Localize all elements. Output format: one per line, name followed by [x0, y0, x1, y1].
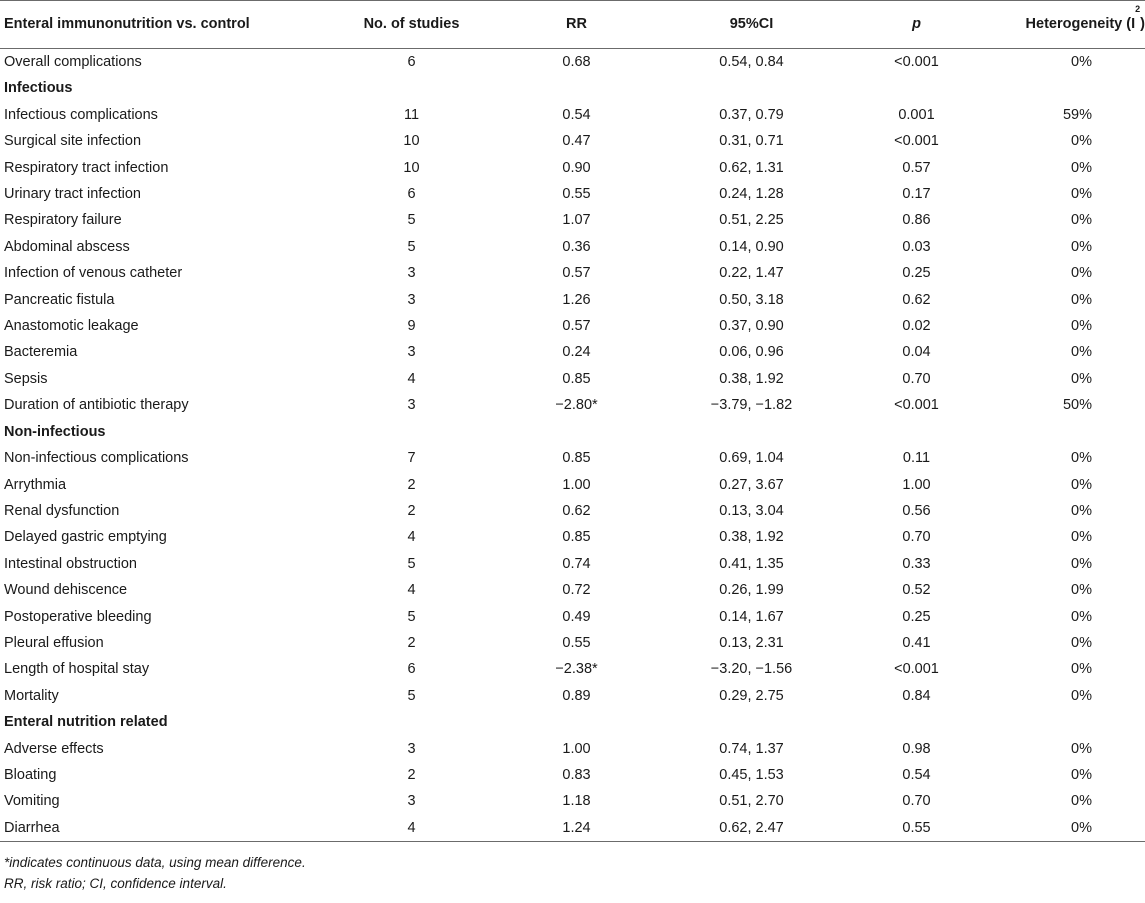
row-label: Anastomotic leakage — [4, 318, 139, 335]
cell-p: 0.98 — [902, 740, 931, 757]
cell-p: 0.55 — [839, 815, 994, 842]
section-label: Enteral nutrition related — [4, 714, 168, 731]
cell-num-studies: 4 — [407, 370, 416, 387]
cell-heterogeneity: 0% — [1071, 133, 1092, 150]
cell-rr: 0.89 — [562, 687, 591, 704]
section-row — [0, 709, 1145, 735]
cell-ci: 0.38, 1.92 — [719, 370, 784, 387]
row-label: Arrythmia — [4, 476, 67, 493]
row-label: Length of hospital stay — [4, 661, 150, 678]
cell-p: 0.03 — [902, 238, 931, 255]
cell-heterogeneity: 0% — [1071, 265, 1092, 282]
cell-p: <0.001 — [894, 133, 939, 150]
cell-rr: 1.26 — [562, 291, 591, 308]
cell-heterogeneity: 0% — [1071, 159, 1092, 176]
cell-p: 0.25 — [902, 608, 931, 625]
cell-rr: 1.24 — [489, 815, 664, 842]
cell-heterogeneity: 0% — [1071, 450, 1092, 467]
cell-heterogeneity: 0% — [1071, 212, 1092, 229]
section-row — [0, 419, 1145, 445]
cell-ci: 0.22, 1.47 — [719, 265, 784, 282]
cell-num-studies: 4 — [334, 815, 489, 842]
cell-rr: 0.62 — [562, 502, 591, 519]
cell-rr: −2.80* — [555, 397, 598, 414]
header-heterogeneity-sup: 2 — [1135, 4, 1141, 14]
table-row — [0, 128, 1145, 154]
row-label: Duration of antibiotic therapy — [4, 397, 189, 414]
cell-p: 1.00 — [902, 476, 931, 493]
cell-ci: 0.74, 1.37 — [719, 740, 784, 757]
cell-ci: 0.13, 2.31 — [719, 634, 784, 651]
table-row — [0, 366, 1145, 392]
row-label: Infectious complications — [4, 106, 158, 123]
cell-ci: 0.41, 1.35 — [719, 555, 784, 572]
cell-rr: 1.07 — [562, 212, 591, 229]
cell-rr: 0.85 — [562, 529, 591, 546]
table-row — [0, 788, 1145, 814]
section-row — [0, 75, 1145, 101]
cell-p: 0.62 — [902, 291, 931, 308]
cell-num-studies: 6 — [407, 186, 416, 203]
cell-rr: −2.38* — [555, 661, 598, 678]
table-row — [0, 392, 1145, 418]
row-label: Respiratory failure — [4, 212, 122, 229]
cell-num-studies: 3 — [407, 793, 416, 810]
cell-heterogeneity: 0% — [1071, 661, 1092, 678]
table-row — [0, 551, 1145, 577]
cell-ci: 0.37, 0.79 — [719, 106, 784, 123]
cell-heterogeneity: 0% — [1071, 582, 1092, 599]
header-comparison: Enteral immunonutrition vs. control — [0, 1, 334, 49]
cell-ci: 0.37, 0.90 — [719, 318, 784, 335]
row-label: Intestinal obstruction — [4, 555, 137, 572]
row-label: Delayed gastric emptying — [4, 529, 167, 546]
table-row — [0, 736, 1145, 762]
table-footnotes — [0, 852, 1145, 894]
table-row — [0, 498, 1145, 524]
cell-num-studies: 5 — [407, 687, 416, 704]
cell-ci: 0.24, 1.28 — [719, 186, 784, 203]
cell-rr: 0.55 — [562, 186, 591, 203]
cell-rr: 1.00 — [562, 476, 591, 493]
header-num-studies: No. of studies — [334, 1, 489, 49]
cell-rr: 0.55 — [562, 634, 591, 651]
cell-heterogeneity: 0% — [1071, 370, 1092, 387]
cell-num-studies: 3 — [407, 265, 416, 282]
cell-rr: 0.74 — [562, 555, 591, 572]
table-header-row — [0, 1, 1145, 49]
row-label: Postoperative bleeding — [4, 608, 152, 625]
cell-ci: 0.29, 2.75 — [719, 687, 784, 704]
header-heterogeneity-prefix: Heterogeneity (I — [1025, 16, 1136, 32]
cell-heterogeneity: 0% — [1071, 186, 1092, 203]
cell-num-studies: 2 — [407, 634, 416, 651]
row-label: Respiratory tract infection — [4, 159, 169, 176]
cell-p: 0.41 — [902, 634, 931, 651]
table-row — [0, 102, 1145, 128]
cell-heterogeneity: 0% — [1071, 766, 1092, 783]
cell-ci: 0.62, 2.47 — [664, 815, 839, 842]
cell-num-studies: 2 — [407, 502, 416, 519]
cell-num-studies: 5 — [407, 212, 416, 229]
header-rr: RR — [489, 1, 664, 49]
cell-num-studies: 10 — [403, 133, 420, 150]
cell-ci: 0.51, 2.70 — [719, 793, 784, 810]
row-label: Abdominal abscess — [4, 238, 130, 255]
header-ci: 95%CI — [664, 1, 839, 49]
cell-rr: 0.83 — [562, 766, 591, 783]
cell-p: 0.52 — [902, 582, 931, 599]
table-row — [0, 155, 1145, 181]
section-label: Non-infectious — [4, 423, 106, 440]
cell-p: 0.33 — [902, 555, 931, 572]
cell-num-studies: 9 — [407, 318, 416, 335]
cell-ci: −3.79, −1.82 — [710, 397, 793, 414]
cell-p: 0.04 — [902, 344, 931, 361]
cell-heterogeneity: 59% — [1062, 106, 1092, 123]
table-row — [0, 604, 1145, 630]
cell-p: 0.17 — [902, 186, 931, 203]
table-row — [0, 207, 1145, 233]
cell-ci: 0.38, 1.92 — [719, 529, 784, 546]
cell-heterogeneity: 50% — [1062, 397, 1092, 414]
table-row — [0, 313, 1145, 339]
cell-p: <0.001 — [894, 54, 939, 70]
row-label: Renal dysfunction — [4, 502, 120, 519]
row-label: Pancreatic fistula — [4, 291, 115, 308]
row-label: Overall complications — [4, 54, 142, 70]
row-label: Surgical site infection — [4, 133, 142, 150]
table-row — [0, 260, 1145, 286]
cell-num-studies: 3 — [407, 397, 416, 414]
cell-num-studies: 4 — [407, 582, 416, 599]
cell-num-studies: 5 — [407, 608, 416, 625]
cell-num-studies: 3 — [407, 344, 416, 361]
cell-num-studies: 5 — [407, 555, 416, 572]
cell-heterogeneity: 0% — [1071, 529, 1092, 546]
header-p: p — [839, 1, 994, 49]
cell-ci: 0.54, 0.84 — [719, 54, 784, 70]
cell-p: 0.54 — [902, 766, 931, 783]
cell-num-studies: 10 — [403, 159, 420, 176]
cell-p: 0.25 — [902, 265, 931, 282]
cell-heterogeneity: 0% — [1071, 608, 1092, 625]
table-row — [0, 524, 1145, 550]
row-label: Infection of venous catheter — [4, 265, 183, 282]
cell-rr: 0.72 — [562, 582, 591, 599]
table-row — [0, 630, 1145, 656]
table-row — [0, 181, 1145, 207]
row-label: Diarrhea — [0, 815, 334, 842]
cell-num-studies: 11 — [403, 106, 420, 123]
cell-num-studies: 2 — [407, 766, 416, 783]
cell-rr: 0.68 — [562, 54, 591, 70]
cell-num-studies: 3 — [407, 291, 416, 308]
table-row — [0, 762, 1145, 788]
row-label: Urinary tract infection — [4, 186, 141, 203]
table-row — [0, 656, 1145, 682]
footnote-abbreviations: RR, risk ratio; CI, confidence interval. — [4, 876, 227, 892]
cell-ci: −3.20, −1.56 — [710, 661, 793, 678]
cell-p: 0.02 — [902, 318, 931, 335]
cell-num-studies: 5 — [407, 238, 416, 255]
cell-ci: 0.26, 1.99 — [719, 582, 784, 599]
row-label: Mortality — [4, 687, 59, 704]
cell-rr: 0.36 — [562, 238, 591, 255]
table-row — [0, 234, 1145, 260]
cell-rr: 0.57 — [562, 265, 591, 282]
cell-heterogeneity: 0% — [1071, 502, 1092, 519]
cell-rr: 0.47 — [562, 133, 591, 150]
cell-heterogeneity: 0% — [1071, 793, 1092, 810]
cell-heterogeneity: 0% — [1071, 687, 1092, 704]
cell-rr: 0.85 — [562, 450, 591, 467]
cell-heterogeneity: 0% — [1071, 634, 1092, 651]
cell-ci: 0.14, 0.90 — [719, 238, 784, 255]
cell-rr: 0.90 — [562, 159, 591, 176]
header-heterogeneity-suffix: ) — [1140, 16, 1145, 32]
cell-heterogeneity: 0% — [1071, 476, 1092, 493]
table-row — [0, 49, 1145, 76]
cell-rr: 0.54 — [562, 106, 591, 123]
cell-ci: 0.13, 3.04 — [719, 502, 784, 519]
cell-num-studies: 7 — [407, 450, 416, 467]
cell-ci: 0.14, 1.67 — [719, 608, 784, 625]
footnote-asterisk: *indicates continuous data, using mean difference. — [4, 855, 306, 871]
cell-rr: 0.49 — [562, 608, 591, 625]
table-body — [0, 49, 1145, 842]
cell-heterogeneity: 0% — [1071, 291, 1092, 308]
cell-num-studies: 6 — [407, 54, 416, 70]
cell-ci: 0.50, 3.18 — [719, 291, 784, 308]
row-label: Vomiting — [4, 793, 60, 810]
cell-ci: 0.51, 2.25 — [719, 212, 784, 229]
cell-num-studies: 4 — [407, 529, 416, 546]
table-row — [0, 445, 1145, 471]
cell-p: 0.11 — [902, 450, 931, 467]
table-row — [0, 683, 1145, 709]
table-row — [0, 287, 1145, 313]
table-row — [0, 472, 1145, 498]
cell-rr: 0.85 — [562, 370, 591, 387]
cell-p: 0.57 — [902, 159, 931, 176]
row-label: Adverse effects — [4, 740, 104, 757]
row-label: Sepsis — [4, 370, 48, 387]
cell-ci: 0.69, 1.04 — [719, 450, 784, 467]
cell-p: 0.86 — [902, 212, 931, 229]
cell-heterogeneity: 0% — [1071, 238, 1092, 255]
cell-heterogeneity: 0% — [1071, 344, 1092, 361]
cell-rr: 1.00 — [562, 740, 591, 757]
cell-heterogeneity: 0% — [1071, 555, 1092, 572]
row-label: Pleural effusion — [4, 634, 104, 651]
cell-p: 0.001 — [898, 106, 935, 123]
cell-heterogeneity: 0% — [1071, 318, 1092, 335]
cell-p: <0.001 — [894, 661, 939, 678]
row-label: Wound dehiscence — [4, 582, 128, 599]
cell-ci: 0.31, 0.71 — [719, 133, 784, 150]
cell-rr: 0.57 — [562, 318, 591, 335]
cell-ci: 0.27, 3.67 — [719, 476, 784, 493]
cell-heterogeneity: 0% — [1071, 740, 1092, 757]
cell-rr: 1.18 — [562, 793, 591, 810]
row-label: Non-infectious complications — [4, 450, 189, 467]
cell-heterogeneity: 0% — [1071, 54, 1092, 70]
cell-num-studies: 3 — [407, 740, 416, 757]
cell-ci: 0.45, 1.53 — [719, 766, 784, 783]
table-row — [0, 339, 1145, 365]
cell-p: 0.70 — [902, 529, 931, 546]
cell-rr: 0.24 — [562, 344, 591, 361]
cell-p: 0.70 — [902, 370, 931, 387]
cell-p: 0.70 — [902, 793, 931, 810]
cell-ci: 0.06, 0.96 — [719, 344, 784, 361]
cell-num-studies: 2 — [407, 476, 416, 493]
table-row — [0, 815, 1145, 842]
row-label: Bacteremia — [4, 344, 78, 361]
cell-p: 0.56 — [902, 502, 931, 519]
table-row — [0, 577, 1145, 603]
cell-p: 0.84 — [902, 687, 931, 704]
cell-heterogeneity: 0% — [994, 815, 1145, 842]
cell-num-studies: 6 — [407, 661, 416, 678]
cell-ci: 0.62, 1.31 — [719, 159, 784, 176]
section-label: Infectious — [4, 80, 73, 97]
row-label: Bloating — [4, 766, 57, 783]
header-heterogeneity — [994, 1, 1145, 49]
cell-p: <0.001 — [894, 397, 939, 414]
